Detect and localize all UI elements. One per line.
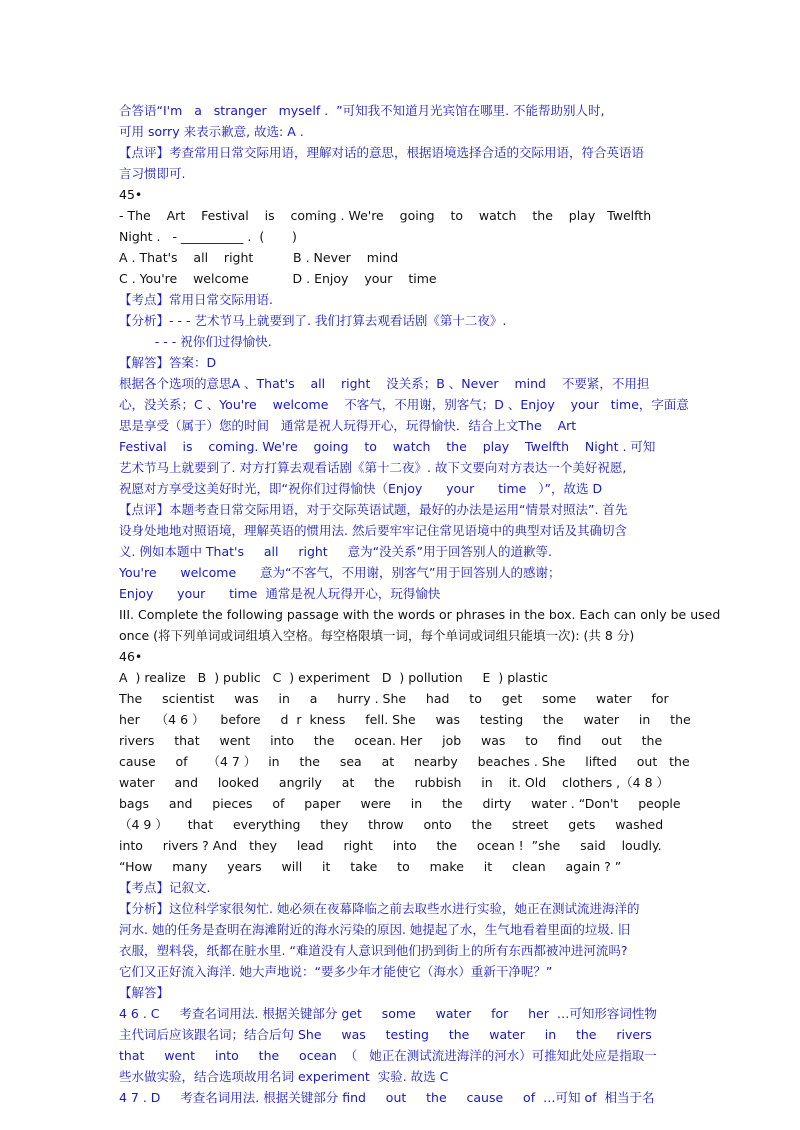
text-line: - The Art Festival is coming . We're going to watch the play Twelfth <box>119 208 652 223</box>
text-line: （4 9 ） that everything they throw onto the street gets washed <box>119 817 664 832</box>
text-line: 【解答】 <box>119 985 170 1000</box>
text-line: Enjoy your time 通常是祝人玩得开心，玩得愉快 <box>119 586 441 601</box>
text-line: 河水. 她的任务是查明在海滩附近的海水污染的原因. 她提起了水，生气地看着里面的垃圾. 旧 <box>119 922 631 937</box>
text-line: 可用 sorry 来表示歉意, 故选: A . <box>119 124 304 139</box>
text-line: 主代词后应该跟名词；结合后句 She was testing the water in the rivers <box>119 1027 652 1042</box>
text-line: “How many years will it take to make it clean again ? ” <box>119 859 622 874</box>
text-line: 【考点】记叙文. <box>119 880 211 895</box>
text-line: 设身处地地对照语境，理解英语的惯用法. 然后要牢牢记住常见语境中的典型对话及其确切含 <box>119 523 627 538</box>
text-line: Festival is coming. We're going to watch the play Twelfth Night . 可知 <box>119 439 656 454</box>
text-line: once (将下列单词或词组填入空格。每空格限填一词，每个单词或词组只能填一次): (共 8 分) <box>119 628 635 643</box>
text-line: III. Complete the following passage with the words or phrases in the box. Each can only be used <box>119 607 721 622</box>
text-line: 【分析】这位科学家很匆忙. 她必须在夜幕降临之前去取些水进行实验，她正在测试流进海洋的 <box>119 901 640 916</box>
text-line: 46• <box>119 649 143 664</box>
text-line: cause of （4 7 ） in the sea at nearby beaches . She lifted out the <box>119 754 690 769</box>
text-line: 【解答】答案：D <box>119 355 217 370</box>
text-line: 【点评】考查常用日常交际用语，理解对话的意思，根据语境选择合适的交际用语，符合英语语 <box>119 145 645 160</box>
text-line: 【分析】- - - 艺术节马上就要到了. 我们打算去观看话剧《第十二夜》. <box>119 313 507 328</box>
text-line: Night . - __________ . ( ) <box>119 229 297 244</box>
text-line: 根据各个选项的意思A 、That's all right 没关系；B 、Never mind 不要紧，不用担 <box>119 376 650 391</box>
text-line: 些水做实验，结合选项故用名词 experiment 实验. 故选 C <box>119 1069 449 1084</box>
text-line: into rivers ? And they lead right into the ocean ! ”she said loudly. <box>119 838 662 853</box>
text-line: 合答语“I'm a stranger myself . ”可知我不知道月光宾馆在哪里. 不能帮助别人时, <box>119 103 605 118</box>
text-line: You're welcome 意为“不客气，不用谢，别客气”用于回答别人的感谢； <box>119 565 561 580</box>
text-line: A ) realize B ) public C ) experiment D ) pollution E ) plastic <box>119 670 549 685</box>
text-line: 思是享受（属于）您的时间 通常是祝人玩得开心，玩得愉快．结合上文The Art <box>119 418 577 433</box>
text-line: 4 7 . D 考查名词用法. 根据关键部分 find out the cause of …可知 of 相当于名 <box>119 1090 655 1105</box>
text-line: her （4 6 ） before d r kness fell. She was testing the water in the <box>119 712 691 727</box>
text-line: 祝愿对方享受这美好时光，即“祝你们过得愉快（Enjoy your time ）”，故选 D <box>119 481 603 496</box>
text-line: bags and pieces of paper were in the dirty water . “Don't people <box>119 796 681 811</box>
text-line: 衣服，塑料袋，纸都在脏水里. “难道没有人意识到他们扔到街上的所有东西都被冲进河流吗? <box>119 943 628 958</box>
text-line: 【点评】本题考查日常交际用语，对于交际英语试题，最好的办法是运用“情景对照法”. 首先 <box>119 502 628 517</box>
text-line: 4 6 . C 考查名词用法. 根据关键部分 get some water for her …可知形容词性物 <box>119 1006 657 1021</box>
text-line: 45• <box>119 187 143 202</box>
text-line: 【考点】常用日常交际用语. <box>119 292 273 307</box>
text-line: that went into the ocean （ 她正在测试流进海洋的河水）可推知此处应是指取一 <box>119 1048 657 1063</box>
text-line: The scientist was in a hurry . She had to get some water for <box>119 691 669 706</box>
text-line: water and looked angrily at the rubbish in it. Old clothers ,（4 8 ） <box>119 775 670 790</box>
text-line: rivers that went into the ocean. Her job was to find out the <box>119 733 663 748</box>
text-line: 义. 例如本题中 That's all right 意为“没关系”用于回答别人的道歉等. <box>119 544 552 559</box>
text-line: 它们又正好流入海洋. 她大声地说：“要多少年才能使它（海水）重新干净呢？” <box>119 964 553 979</box>
text-line: 艺术节马上就要到了. 对方打算去观看话剧《第十二夜》. 故下文要向对方表达一个美好祝愿, <box>119 460 627 475</box>
text-line: C . You're welcome D . Enjoy your time <box>119 271 437 286</box>
text-line: 心，没关系；C 、You're welcome 不客气，不用谢，别客气；D 、Enjoy your time，字面意 <box>119 397 689 412</box>
text-line: 言习惯即可. <box>119 166 186 181</box>
text-line: A . That's all right B . Never mind <box>119 250 399 265</box>
text-line: - - - 祝你们过得愉快. <box>119 334 272 349</box>
